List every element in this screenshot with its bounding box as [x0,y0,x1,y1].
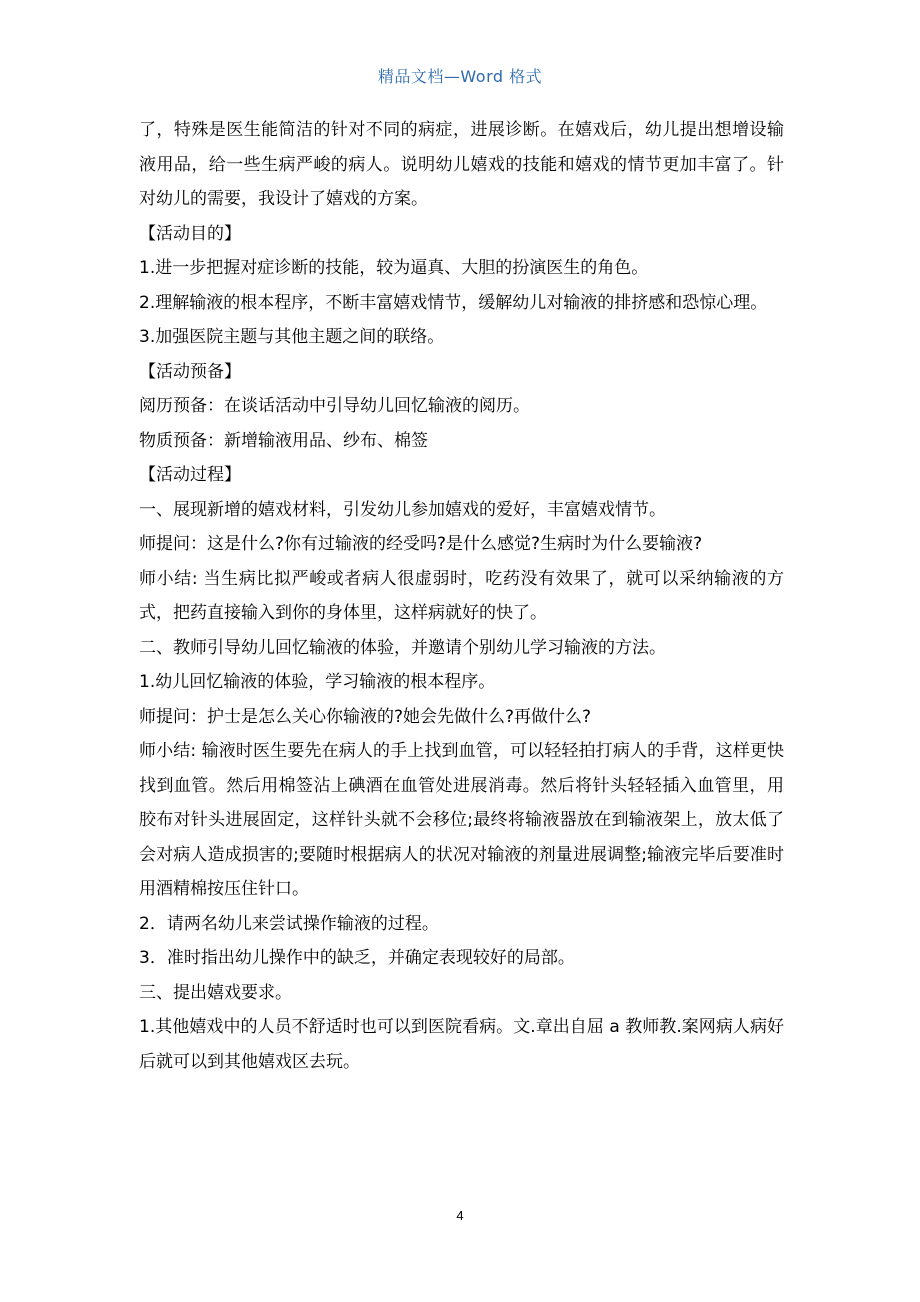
teacher-question-1: 师提问：这是什么?你有过输液的经受吗?是什么感觉?生病时为什么要输液? [139,534,703,554]
process-substep-3: 3．准时指出幼儿操作中的缺乏，并确定表现较好的局部。 [139,948,575,968]
goal-item-3: 3.加强医院主题与其他主题之间的联络。 [139,327,445,347]
preparation-materials: 物质预备：新增输液用品、纱布、棉签 [139,430,428,451]
teacher-summary-2: 师小结: 输液时医生要先在病人的手上找到血管，可以轻轻拍打病人的手背，这样更快找到血管。然后用棉签沾上碘酒在血管处进展消毒。然后将针头轻轻插入血管里，用胶布对针头进展固定，这样针头就不会移位;最终将输液器放在到输液架上，放太低了会对病人造成损害的;要随时根据病人的状况对输液的剂量进展调整;输液完毕后要准时用酒精棉按压住针口。 [139,741,784,899]
section-heading-goals: 【活动目的】 [139,223,241,244]
page-header: 精品文档—Word 格式 [377,67,543,86]
teacher-question-2: 师提问：护士是怎么关心你输液的?她会先做什么?再做什么? [139,706,592,727]
process-substep-2: 2．请两名幼儿来尝试操作输液的过程。 [139,913,439,934]
teacher-summary-1: 师小结: 当生病比拟严峻或者病人很虚弱时，吃药没有效果了，就可以采纳输液的方式，把药直接输入到你的身体里，这样病就好的快了。 [139,568,784,623]
process-substep-1: 1.幼儿回忆输液的体验，学习输液的根本程序。 [139,672,496,692]
goal-item-1: 1.进一步把握对症诊断的技能，较为逼真、大胆的扮演医生的角色。 [139,258,649,278]
section-heading-preparation: 【活动预备】 [139,361,241,382]
page-number: 4 [456,1208,464,1223]
process-step-2: 二、教师引导幼儿回忆输液的体验，并邀请个别幼儿学习输液的方法。 [139,637,666,658]
process-step-1: 一、展现新增的嬉戏材料，引发幼儿参加嬉戏的爱好，丰富嬉戏情节。 [139,499,666,520]
requirement-item-1: 1.其他嬉戏中的人员不舒适时也可以到医院看病。文.章出自屈 a 教师教.案网病人病好后就可以到其他嬉戏区去玩。 [139,1017,784,1072]
section-heading-process: 【活动过程】 [139,465,241,485]
paragraph-intro: 了，特殊是医生能简洁的针对不同的病症，进展诊断。在嬉戏后，幼儿提出想增设输液用品，给一些生病严峻的病人。说明幼儿嬉戏的技能和嬉戏的情节更加丰富了。针对幼儿的需要，我设计了嬉戏的方案。 [139,120,784,209]
process-step-3: 三、提出嬉戏要求。 [139,982,292,1003]
document-body [139,113,784,1079]
goal-item-2: 2.理解输液的根本程序，不断丰富嬉戏情节，缓解幼儿对输液的排挤感和恐惊心理。 [139,292,768,313]
preparation-experience: 阅历预备：在谈话活动中引导幼儿回忆输液的阅历。 [139,396,530,416]
